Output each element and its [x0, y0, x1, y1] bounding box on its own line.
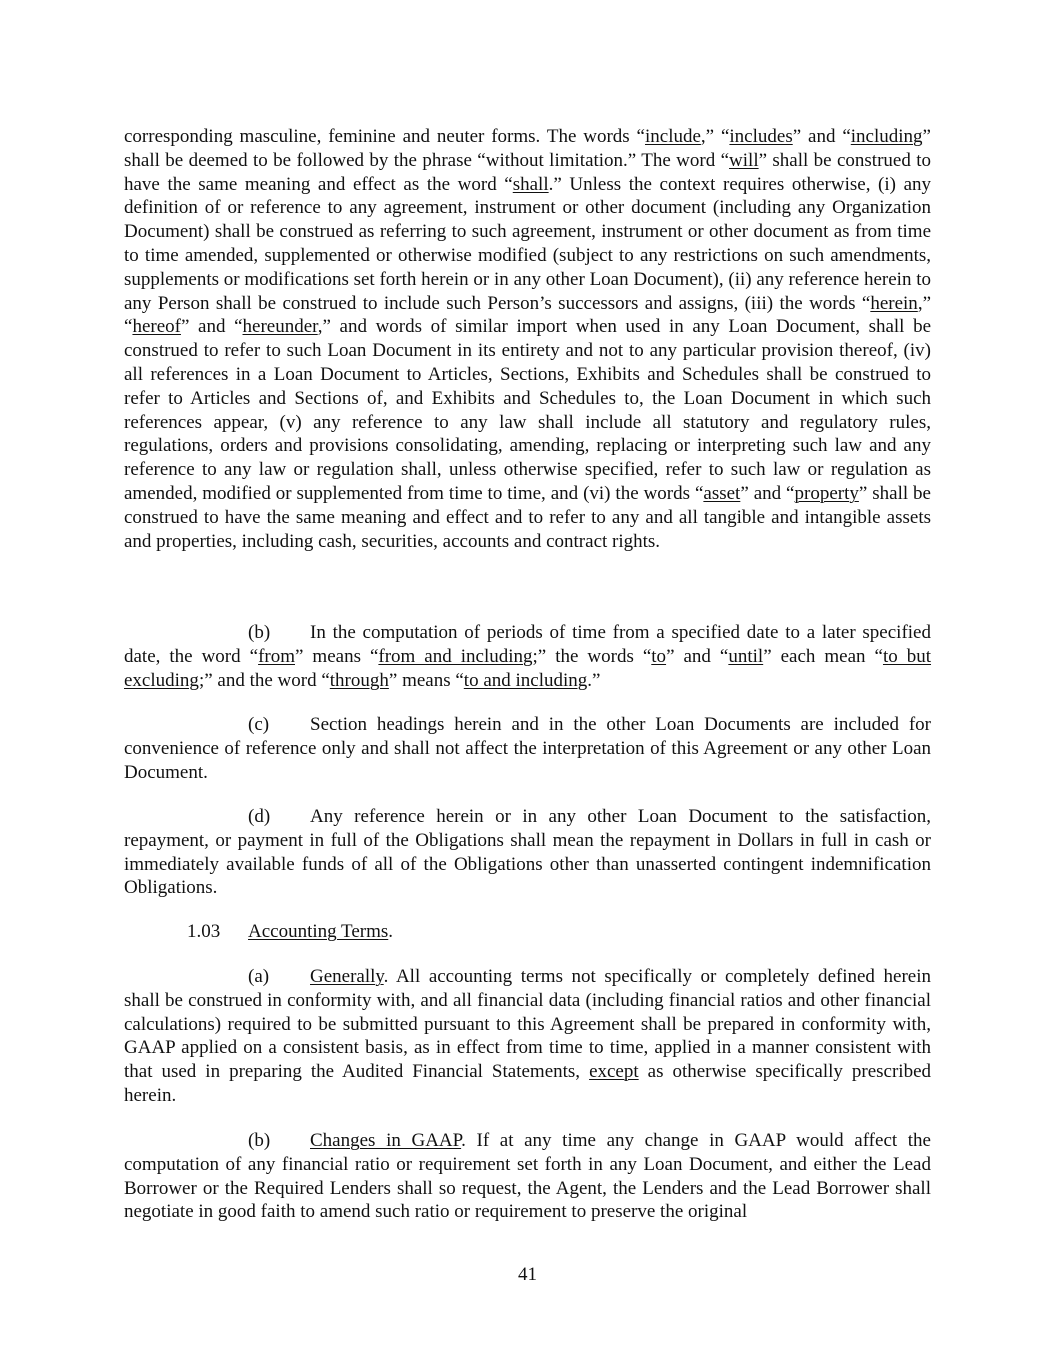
defined-term: hereof — [132, 316, 181, 338]
paragraph-label: (b) — [248, 622, 271, 643]
defined-term: include — [644, 126, 701, 147]
text-run: ” and “ — [740, 482, 795, 504]
text-run: ,” and words of similar import when used in any Loan Document, shall be construed to refer to such Loan Document in its entirety and not to any particular provision thereof, (iv) all references in a Loan Document to Articles, Sections, Exhibits and Schedules shall be construed to refer to Articles and Sections of, and Exhibits and Schedules to, the Loan Document in which such references appear, (v) any reference to any law shall include all statutory and regulatory rules, regulations, orders and provisions consolidating, amending, replacing or interpreting such law and any reference to any law or regulation shall, unless otherwise specified, refer to such law or regulation as amended, modified or supplemented from time to time, and (vi) the words “ — [124, 316, 931, 504]
text-run: ” and “ — [666, 645, 729, 667]
text-run: ” shall be deemed to be followed by the phrase “without limitation.” The word “ — [124, 126, 931, 171]
paragraph-label: (c) — [248, 714, 270, 735]
text-run: In the computation of periods of time from a specified date to a later specified date, the word “ — [124, 622, 931, 667]
paragraph-b-computation-of-time — [124, 621, 931, 692]
paragraph-body — [124, 1130, 931, 1222]
defined-term: to but excluding — [124, 645, 932, 691]
defined-term: asset — [703, 482, 741, 504]
defined-term: including — [850, 126, 923, 147]
paragraph-d-payment-in-full — [124, 805, 931, 900]
paragraph-b-changes-in-gaap — [124, 1129, 931, 1224]
defined-term: shall — [512, 173, 549, 195]
text-run: Any reference herein or in any other Loan Document to the satisfaction, repayment, or payment in full of the Obligations shall mean the repayment in Dollars in full in cash or immediately available funds of all of the Obligations other than unasserted contingent indemnification Obligations. — [124, 806, 931, 899]
text-run: ” shall be construed to have the same meaning and effect and to refer to any and all tangible and intangible assets and properties, including cash, securities, accounts and contract rights. — [124, 482, 931, 552]
defined-term: property — [794, 482, 859, 504]
defined-term: herein — [870, 292, 918, 314]
defined-term: until — [728, 645, 764, 667]
text-run: .” — [587, 669, 601, 691]
section-number: 1.03 — [187, 921, 221, 942]
section-heading — [187, 920, 393, 944]
defined-term: includes — [729, 126, 793, 147]
defined-term: from and including — [378, 645, 533, 667]
text-run: .” Unless the context requires otherwise, (i) any definition of or reference to any agreement, instrument or other document (including any Organization Document) shall be construed as referring to such agreement, instrument or other document as from time to time amended, supplemented or otherwise modified (subject to any restrictions on such amendments, supplements or modifications set forth herein or in any other Loan Document), (ii) any reference herein to any Person shall be construed to include such Person’s successors and assigns, (iii) the words “ — [124, 173, 931, 314]
text-run: ” means “ — [295, 645, 379, 667]
text-run: . All accounting terms not specifically or completely defined herein shall be construed in conformity with, and all financial data (including financial ratios and other financial calculations) required to be submitted pursuant to this Agreement shall be prepared in conformity with, GAAP applied on a consistent basis, as in effect from time to time, applied in a manner consistent with that used in preparing the Audited Financial Statements, — [124, 966, 931, 1083]
defined-term: except — [589, 1061, 639, 1083]
text-run: ;” and the word “ — [198, 669, 330, 691]
paragraph-body — [124, 714, 931, 783]
text-run: ” each mean “ — [763, 645, 883, 667]
section-title: Accounting Terms — [248, 921, 389, 942]
defined-term: Changes in GAAP — [310, 1130, 462, 1151]
defined-term: to — [651, 645, 667, 667]
defined-term: to and including — [463, 669, 588, 691]
paragraph-c-section-headings — [124, 713, 931, 784]
text-run: corresponding masculine, feminine and neuter forms. The words “ — [124, 126, 645, 147]
text-run: ” shall be construed to have the same meaning and effect as the word “ — [124, 149, 931, 195]
text-run: ,” “ — [124, 292, 931, 338]
text-run: ” means “ — [388, 669, 464, 691]
paragraph-label: (a) — [248, 966, 270, 987]
paragraph-body — [124, 622, 931, 691]
paragraph-body — [124, 806, 931, 898]
section-title-punctuation: . — [388, 921, 394, 942]
paragraph-a-generally — [124, 965, 931, 1108]
defined-term: hereunder — [242, 316, 318, 338]
defined-term: from — [258, 645, 295, 667]
text-run: as otherwise specifically prescribed herein. — [124, 1061, 932, 1106]
defined-term: will — [729, 149, 759, 171]
text-run: ” and “ — [180, 316, 243, 338]
text-run: . If at any time any change in GAAP would affect the computation of any financial ratio or requirement set forth in any Loan Document, and either the Lead Borrower or the Required Lenders shall so request, the Agent, the Lenders and the Lead Borrower shall negotiate in good faith to amend such ratio or requirement to preserve the original — [124, 1130, 931, 1223]
text-run: ;” the words “ — [532, 645, 652, 667]
defined-term: through — [329, 669, 389, 691]
paragraph-label: (b) — [248, 1130, 271, 1151]
paragraph-definitions-continued — [124, 125, 931, 553]
paragraph-body — [124, 966, 931, 1106]
page-number: 41 — [518, 1264, 537, 1285]
text-run: ,” “ — [700, 126, 730, 147]
paragraph-label: (d) — [248, 806, 271, 827]
text-run: ” and “ — [792, 126, 851, 147]
text-run: Section headings herein and in the other Loan Documents are included for convenience of reference only and shall not affect the interpretation of this Agreement or any other Loan Document. — [124, 714, 931, 783]
defined-term: Generally — [310, 966, 384, 987]
